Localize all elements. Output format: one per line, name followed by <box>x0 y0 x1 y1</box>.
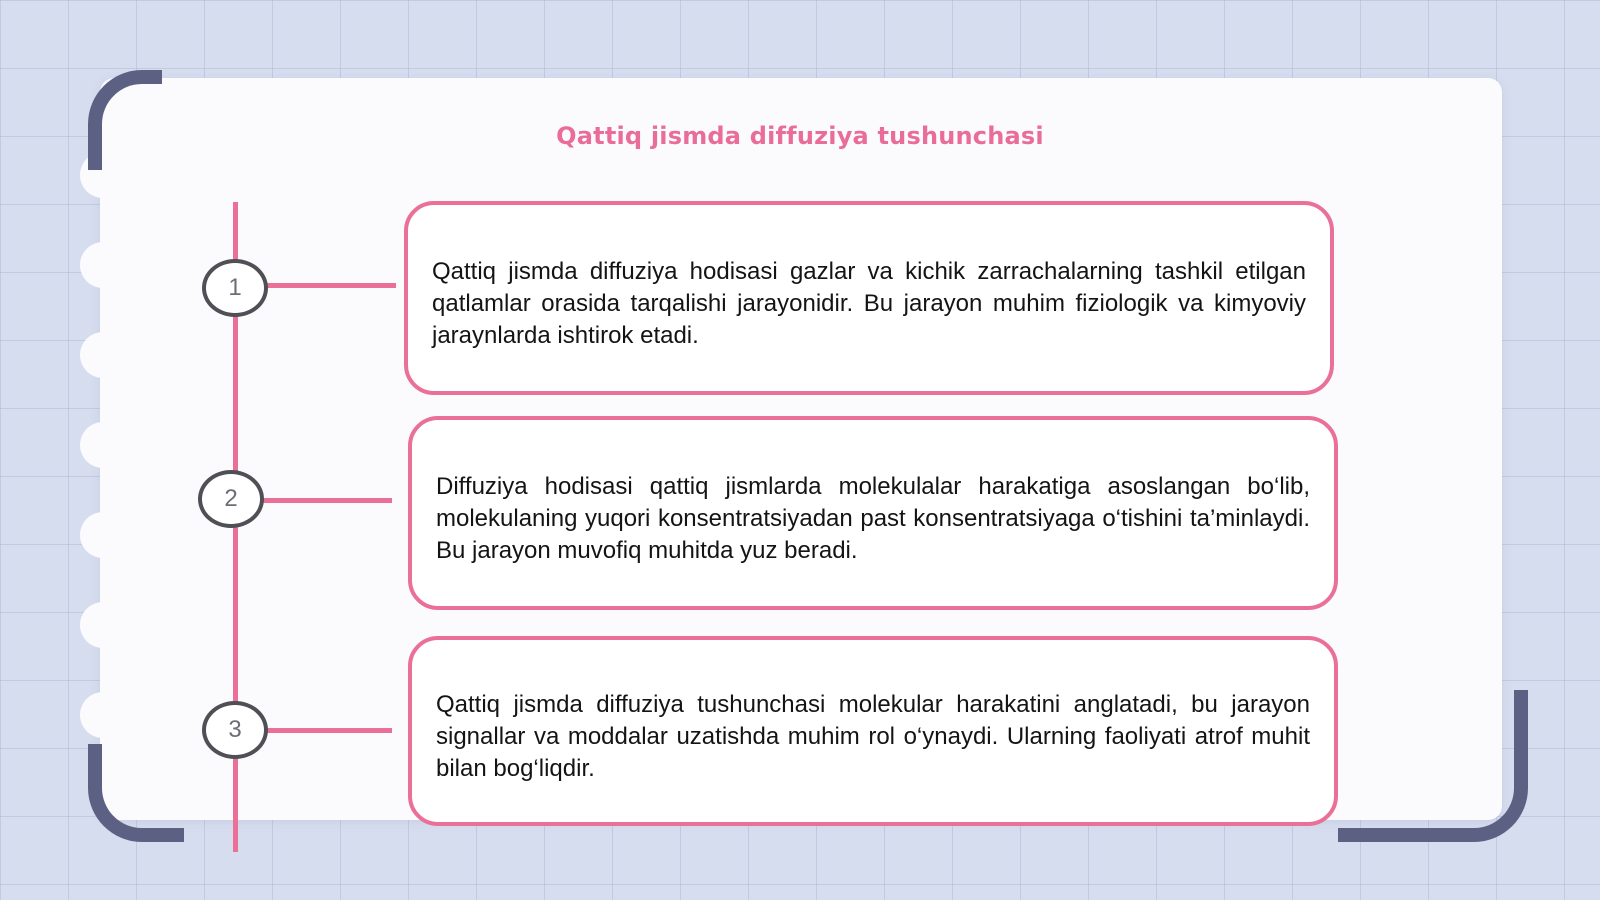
paper-edge-scallop <box>80 332 126 378</box>
paper-edge-scallop <box>80 422 126 468</box>
timeline-connector <box>262 728 392 733</box>
paper-edge-scallop <box>80 692 126 738</box>
step-card <box>404 201 1334 395</box>
paper-edge-scallop <box>80 602 126 648</box>
timeline-connector <box>262 283 396 288</box>
step-card-text: Diffuziya hodisasi qattiq jismlarda molekulalar harakatiga asoslangan bo‘lib, molekulaning yuqori konsentratsiyadan past konsentratsiyaga o‘tishini ta’minlaydi. Bu jarayon muvofiq muhitda yuz beradi. <box>436 473 1310 564</box>
step-number-badge: 2 <box>198 470 264 528</box>
paper-edge-scallop <box>80 512 126 558</box>
paper-edge-scallop <box>80 242 126 288</box>
step-number-badge: 1 <box>202 259 268 317</box>
timeline-connector <box>262 498 392 503</box>
corner-bracket-bottom-right <box>1338 690 1528 842</box>
step-card <box>408 416 1338 610</box>
corner-bracket-bottom-left <box>88 744 184 842</box>
step-number-badge: 3 <box>202 701 268 759</box>
step-card-text: Qattiq jismda diffuziya tushunchasi molekular harakatini anglatadi, bu jarayon signallar va moddalar uzatishda muhim rol o‘ynaydi. Ularning faoliyati atrof muhit bilan bog‘liqdir. <box>436 691 1310 782</box>
slide-title: Qattiq jismda diffuziya tushunchasi <box>556 122 1044 150</box>
step-card-text: Qattiq jismda diffuziya hodisasi gazlar va kichik zarrachalarning tashkil etilgan qatlamlar orasida tarqalishi jarayonidir. Bu jarayon muhim fiziologik va kimyoviy jaraynlarda ishtirok etadi. <box>432 258 1306 349</box>
corner-bracket-top-left <box>88 70 162 170</box>
step-card <box>408 636 1338 826</box>
